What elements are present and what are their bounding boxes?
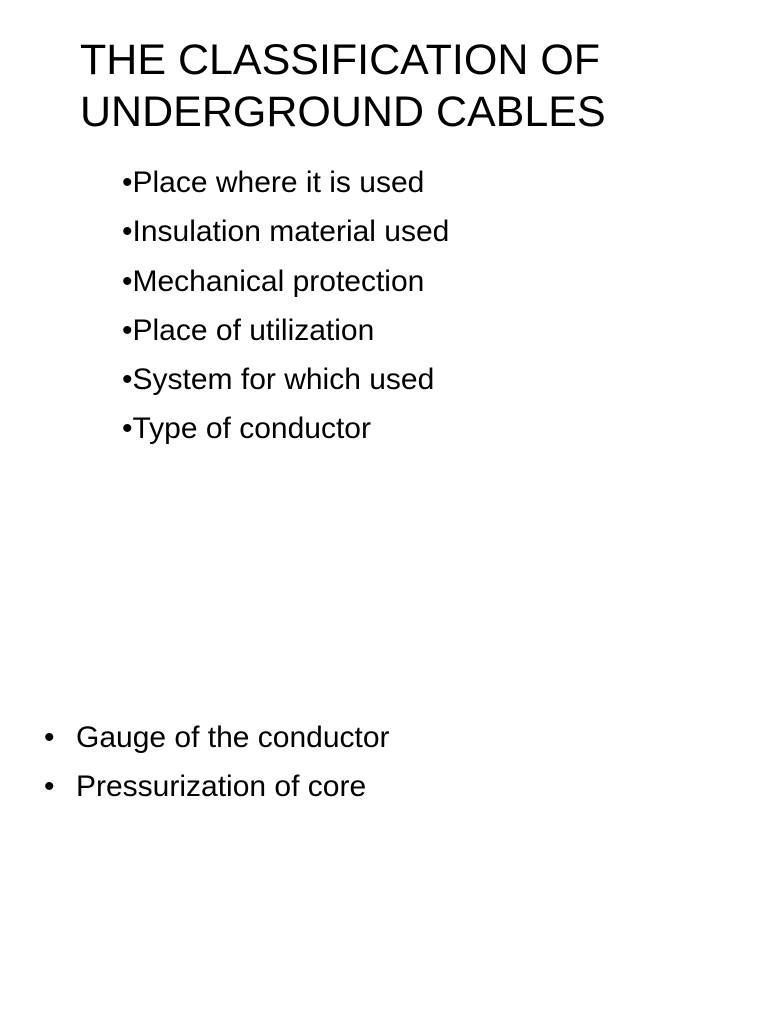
list-item: •Place where it is used [122, 166, 425, 199]
slide-title-line-2: UNDERGROUND CABLES [80, 88, 606, 136]
list-item: •Type of conductor [122, 412, 371, 446]
additional-classification-list [44, 713, 390, 811]
list-item-text: Gauge of the conductor [76, 721, 390, 754]
slide-title [80, 34, 740, 138]
bullet-glyph: • [44, 721, 55, 754]
slide-title-line-1: THE CLASSIFICATION OF [80, 36, 601, 84]
list-item [44, 713, 390, 762]
list-item: •Mechanical protection [122, 264, 425, 298]
list-item [44, 762, 390, 811]
list-item: •Place of utilization [122, 313, 375, 347]
list-item: •Insulation material used [122, 215, 450, 249]
bullet-glyph: • [44, 770, 55, 803]
list-item-text: Pressurization of core [76, 770, 367, 803]
classification-list [122, 158, 449, 454]
list-item: •System for which used [122, 363, 435, 397]
